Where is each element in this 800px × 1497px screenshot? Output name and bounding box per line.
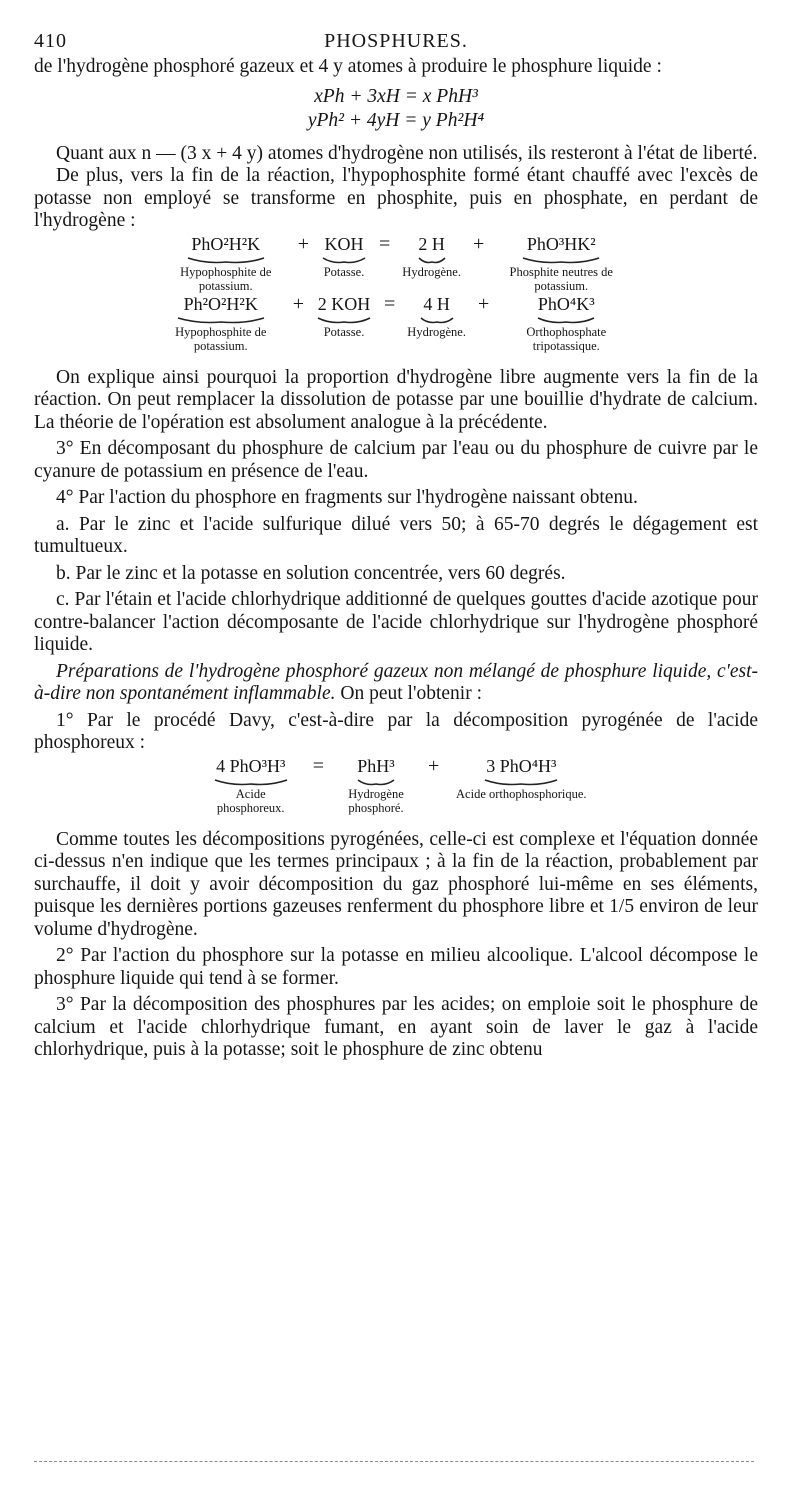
operator: +	[292, 292, 305, 315]
brace-icon	[536, 316, 596, 325]
paragraph: De plus, vers la fin de la réaction, l'hypophosphite formé étant chauffé avec l'excès de potasse non employé se transforme en phosphite, puis en phosphate, en perdant de l'hydrogène :	[34, 165, 758, 231]
operator: =	[379, 232, 391, 255]
formula-term: 4 H	[401, 293, 472, 325]
operator: +	[472, 232, 485, 255]
running-title: PHOSPHURES.	[324, 30, 468, 52]
formula-term: 2 H	[396, 233, 467, 265]
term-label: Acide phosphoreux.	[216, 786, 285, 815]
brace-icon	[521, 256, 601, 265]
paragraph: 3° Par la décomposition des phosphures par les acides; on emploie soit le phosphure de calcium et l'acide chlorhydrique fumant, en ayant soin de laver le gaz à l'acide chlorhydrique, puis à la potasse; soit le phosphure de zinc obtenu	[34, 994, 758, 1060]
brace-icon	[316, 316, 372, 325]
paragraph: 3° En décomposant du phosphure de calcium par l'eau ou du phosphure de cuivre par le cyanure de potassium en présence de l'eau.	[34, 438, 758, 482]
paragraph: On explique ainsi pourquoi la proportion d'hydrogène libre augmente vers la fin de la réaction. On peut remplacer la dissolution de potasse par une bouillie d'hydrate de calcium. La théorie de l'opération est absolument analogue à la précédente.	[34, 366, 758, 433]
term-label: Hydrogène phosphoré.	[348, 786, 404, 815]
formula-term: PhH³	[330, 755, 422, 787]
equation-line: yPh² + 4yH = y Ph²H⁴	[307, 109, 485, 131]
formula-term: 3 PhO⁴H³	[445, 755, 597, 787]
paragraph: 1° Par le procédé Davy, c'est-à-dire par la décomposition pyrogénée de l'acide phosphoreux :	[34, 709, 758, 753]
brace-icon	[213, 778, 289, 787]
term-label: Hydrogène.	[407, 324, 466, 339]
reaction-3	[195, 755, 598, 815]
brace-icon	[176, 316, 266, 325]
term-label: Hypophosphite de potassium.	[175, 324, 267, 353]
formula-term: Ph²O²H²K	[155, 293, 287, 325]
paragraph: Quant aux n — (3 x + 4 y) atomes d'hydrogène non utilisés, ils resteront à l'état de liberté.	[56, 142, 758, 164]
brace-icon	[417, 256, 447, 265]
equation-line: xPh + 3xH = x PhH³	[314, 85, 478, 107]
brace-icon	[483, 778, 559, 787]
operator: =	[312, 754, 324, 777]
paragraph: c. Par l'étain et l'acide chlorhydrique additionné de quelques gouttes d'acide azotique pour contre-balancer l'action décomposante de l'acide chlorhydrique sur l'hydrogène phosphoré liquide.	[34, 589, 758, 655]
italic-heading: Préparations de l'hydrogène phosphoré gazeux non mélangé de phosphure liquide, c'est-à-dire non spontanément inflammable.	[34, 660, 758, 704]
reaction-1	[160, 233, 633, 293]
formula-term: PhO⁴K³	[495, 293, 637, 325]
paragraph: 2° Par l'action du phosphore sur la potasse en milieu alcoolique. L'alcool décompose le phosphure liquide qui tend à se former.	[34, 945, 758, 989]
brace-icon	[186, 256, 266, 265]
page-number: 410	[34, 30, 67, 52]
term-label: Potasse.	[323, 324, 365, 339]
running-head	[34, 30, 758, 56]
term-label: Acide orthophosphorique.	[456, 786, 587, 801]
term-label: Potasse.	[323, 264, 365, 279]
paragraph	[34, 661, 758, 706]
paragraph: a. Par le zinc et l'acide sulfurique dilué vers 50; à 65-70 degrés le dégagement est tumultueux.	[34, 513, 758, 557]
operator: +	[477, 292, 490, 315]
formula-term: 2 KOH	[310, 293, 378, 325]
formula-term: KOH	[315, 233, 373, 265]
term-label: Phosphite neutres de potassium.	[509, 264, 613, 293]
footer-rule	[34, 1461, 754, 1462]
formula-term: 4 PhO³H³	[195, 755, 307, 787]
paragraph: de l'hydrogène phosphoré gazeux et 4 y atomes à produire le phosphure liquide :	[34, 56, 662, 77]
operator: +	[428, 754, 440, 777]
equation-block	[34, 85, 758, 133]
brace-icon	[356, 778, 396, 787]
page	[34, 30, 758, 1062]
paragraph: Comme toutes les décompositions pyrogénées, celle-ci est complexe et l'équation donnée ci-dessus n'en indique que les termes principaux ; à la fin de la réaction, probablement par surchauffe, il doit y avoir décomposition du gaz phosphoré lui-même en ses éléments, puisque les dernières portions gazeuses renferment du phosphore libre et 1/5 environ de leur volume d'hydrogène.	[34, 828, 758, 940]
term-label: Hydrogène.	[402, 264, 461, 279]
heading-tail: On peut l'obtenir :	[340, 683, 482, 704]
term-label: Orthophosphate tripotassique.	[526, 324, 607, 353]
brace-icon	[419, 316, 455, 325]
reaction-2	[155, 293, 638, 353]
paragraph: 4° Par l'action du phosphore en fragments sur l'hydrogène naissant obtenu.	[56, 487, 638, 508]
operator: +	[297, 232, 310, 255]
formula-term: PhO²H²K	[160, 233, 292, 265]
brace-icon	[321, 256, 367, 265]
paragraph: b. Par le zinc et la potasse en solution concentrée, vers 60 degrés.	[56, 562, 566, 584]
formula-term: PhO³HK²	[490, 233, 632, 265]
term-label: Hypophosphite de potassium.	[180, 264, 272, 293]
operator: =	[384, 292, 396, 315]
